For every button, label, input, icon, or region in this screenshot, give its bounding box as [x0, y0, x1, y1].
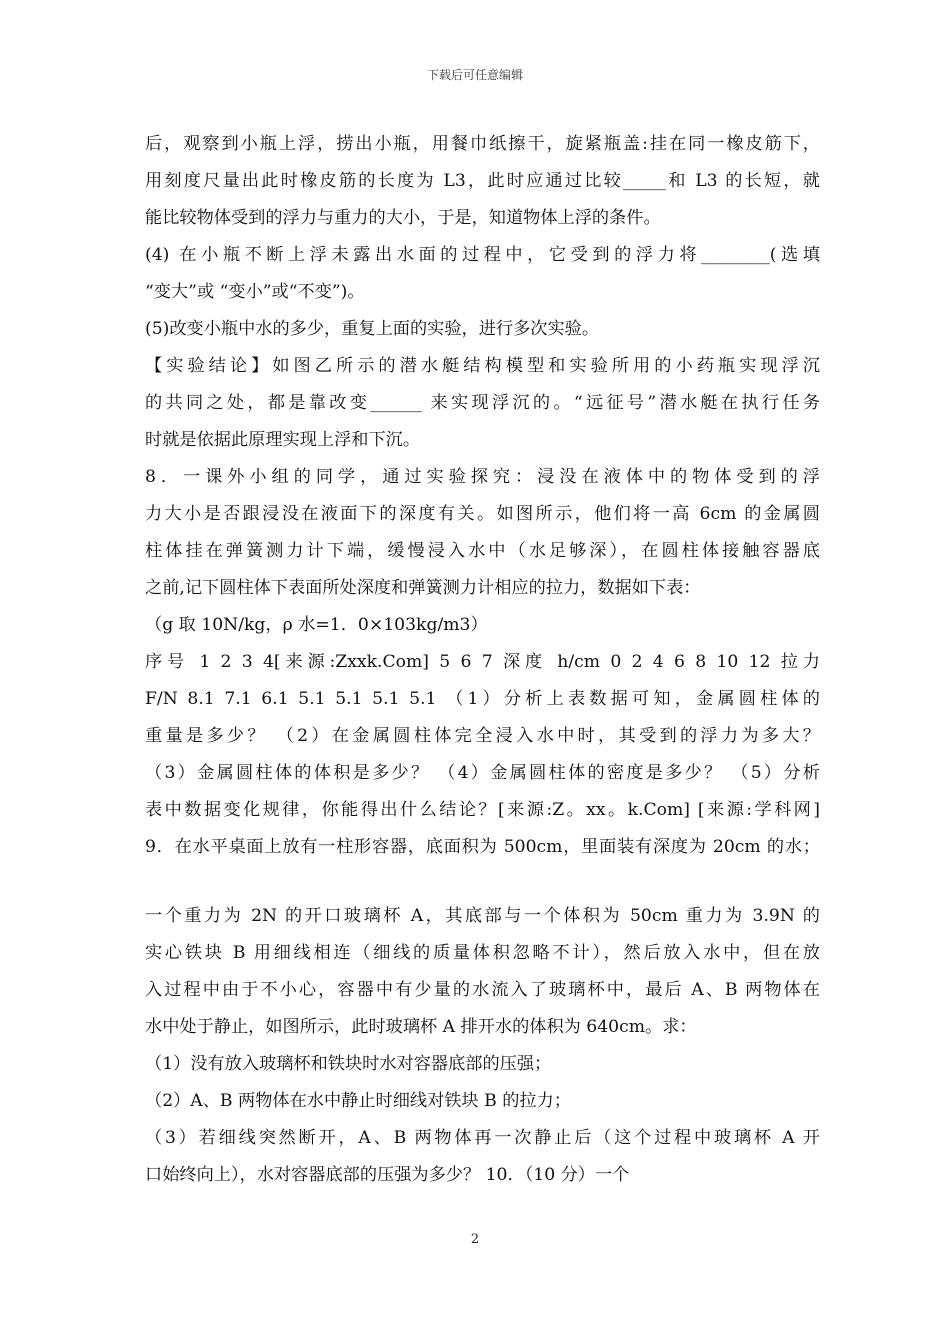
document-body [145, 126, 820, 1194]
text-line: 实心铁块 B 用细线相连（细线的质量体积忽略不计），然后放入水中，但在放 [145, 943, 820, 963]
text-line: 8．一课外小组的同学，通过实验探究：浸没在液体中的物体受到的浮 [145, 467, 820, 487]
text-line: 用刻度尺量出此时橡皮筋的长度为 L3，此时应通过比较_____和 L3 的长短，就 [145, 171, 820, 191]
text-line: （3）金属圆柱体的体积是多少？ （4）金属圆柱体的密度是多少？ （5）分析 [145, 763, 820, 783]
text-line: 重量是多少？ （2）在金属圆柱体完全浸入水中时，其受到的浮力为多大？ [145, 726, 820, 746]
text-line: 力大小是否跟浸没在液面下的深度有关。如图所示，他们将一高 6cm 的金属圆 [145, 504, 820, 524]
text-line: (5)改变小瓶中水的多少，重复上面的实验，进行多次实验。 [145, 319, 600, 339]
text-line: 水中处于静止，如图所示，此时玻璃杯 A 排开水的体积为 640cm。求： [145, 1017, 697, 1037]
text-line: 时就是依据此原理实现上浮和下沉。 [145, 430, 421, 450]
text-line: （1）没有放入玻璃杯和铁块时水对容器底部的压强； [145, 1054, 552, 1074]
page-number: 2 [470, 1232, 480, 1247]
text-line: 之前,记下圆柱体下表面所处深度和弹簧测力计相应的拉力，数据如下表： [145, 578, 701, 598]
text-line: （3）若细线突然断开，A、B 两物体再一次静止后（这个过程中玻璃杯 A 开 [145, 1128, 820, 1148]
text-line: (4) 在小瓶不断上浮未露出水面的过程中，它受到的浮力将________(选填 [145, 245, 820, 265]
text-line: F/N 8.1 7.1 6.1 5.1 5.1 5.1 5.1 （1）分析上表数据可知，金属圆柱体的 [145, 689, 820, 709]
text-line: 入过程中由于不小心，容器中有少量的水流入了玻璃杯中，最后 A、B 两物体在 [145, 980, 820, 1000]
text-line: （2）A、B 两物体在水中静止时细线对铁块 B 的拉力； [145, 1091, 571, 1111]
text-line: （g 取 10N/kg，ρ 水=1．0×103kg/m3） [145, 615, 488, 635]
text-line: 后，观察到小瓶上浮，捞出小瓶，用餐巾纸擦干，旋紧瓶盖:挂在同一橡皮筋下， [145, 134, 820, 154]
text-line: 口始终向上），水对容器底部的压强为多少？ 10．（10 分）一个 [145, 1165, 630, 1185]
text-line: 能比较物体受到的浮力与重力的大小，于是，知道物体上浮的条件。 [145, 208, 661, 228]
text-line: 序号 1 2 3 4[来源:Zxxk.Com] 5 6 7 深度 h/cm 0 2 4 6 8 10 12 拉力 [145, 652, 820, 672]
text-line: 表中数据变化规律，你能得出什么结论？[来源:Z。xx。k.Com] [来源:学科网] [145, 800, 820, 820]
page-header: 下载后可任意编辑 [426, 68, 523, 82]
paragraph-gap [145, 866, 820, 898]
text-line: 【实验结论】如图乙所示的潜水艇结构模型和实验所用的小药瓶实现浮沉 [145, 356, 820, 376]
text-line: “变大”或 “变小”或“不变”)。 [145, 282, 365, 302]
text-line: 一个重力为 2N 的开口玻璃杯 A，其底部与一个体积为 50cm 重力为 3.9N 的 [145, 906, 820, 926]
text-line: 柱体挂在弹簧测力计下端，缓慢浸入水中（水足够深），在圆柱体接触容器底 [145, 541, 820, 561]
text-line: 9．在水平桌面上放有一柱形容器，底面积为 500cm，里面装有深度为 20cm 的水； [145, 837, 820, 857]
text-line: 的共同之处，都是靠改变______ 来实现浮沉的。“远征号”潜水艇在执行任务 [145, 393, 820, 413]
